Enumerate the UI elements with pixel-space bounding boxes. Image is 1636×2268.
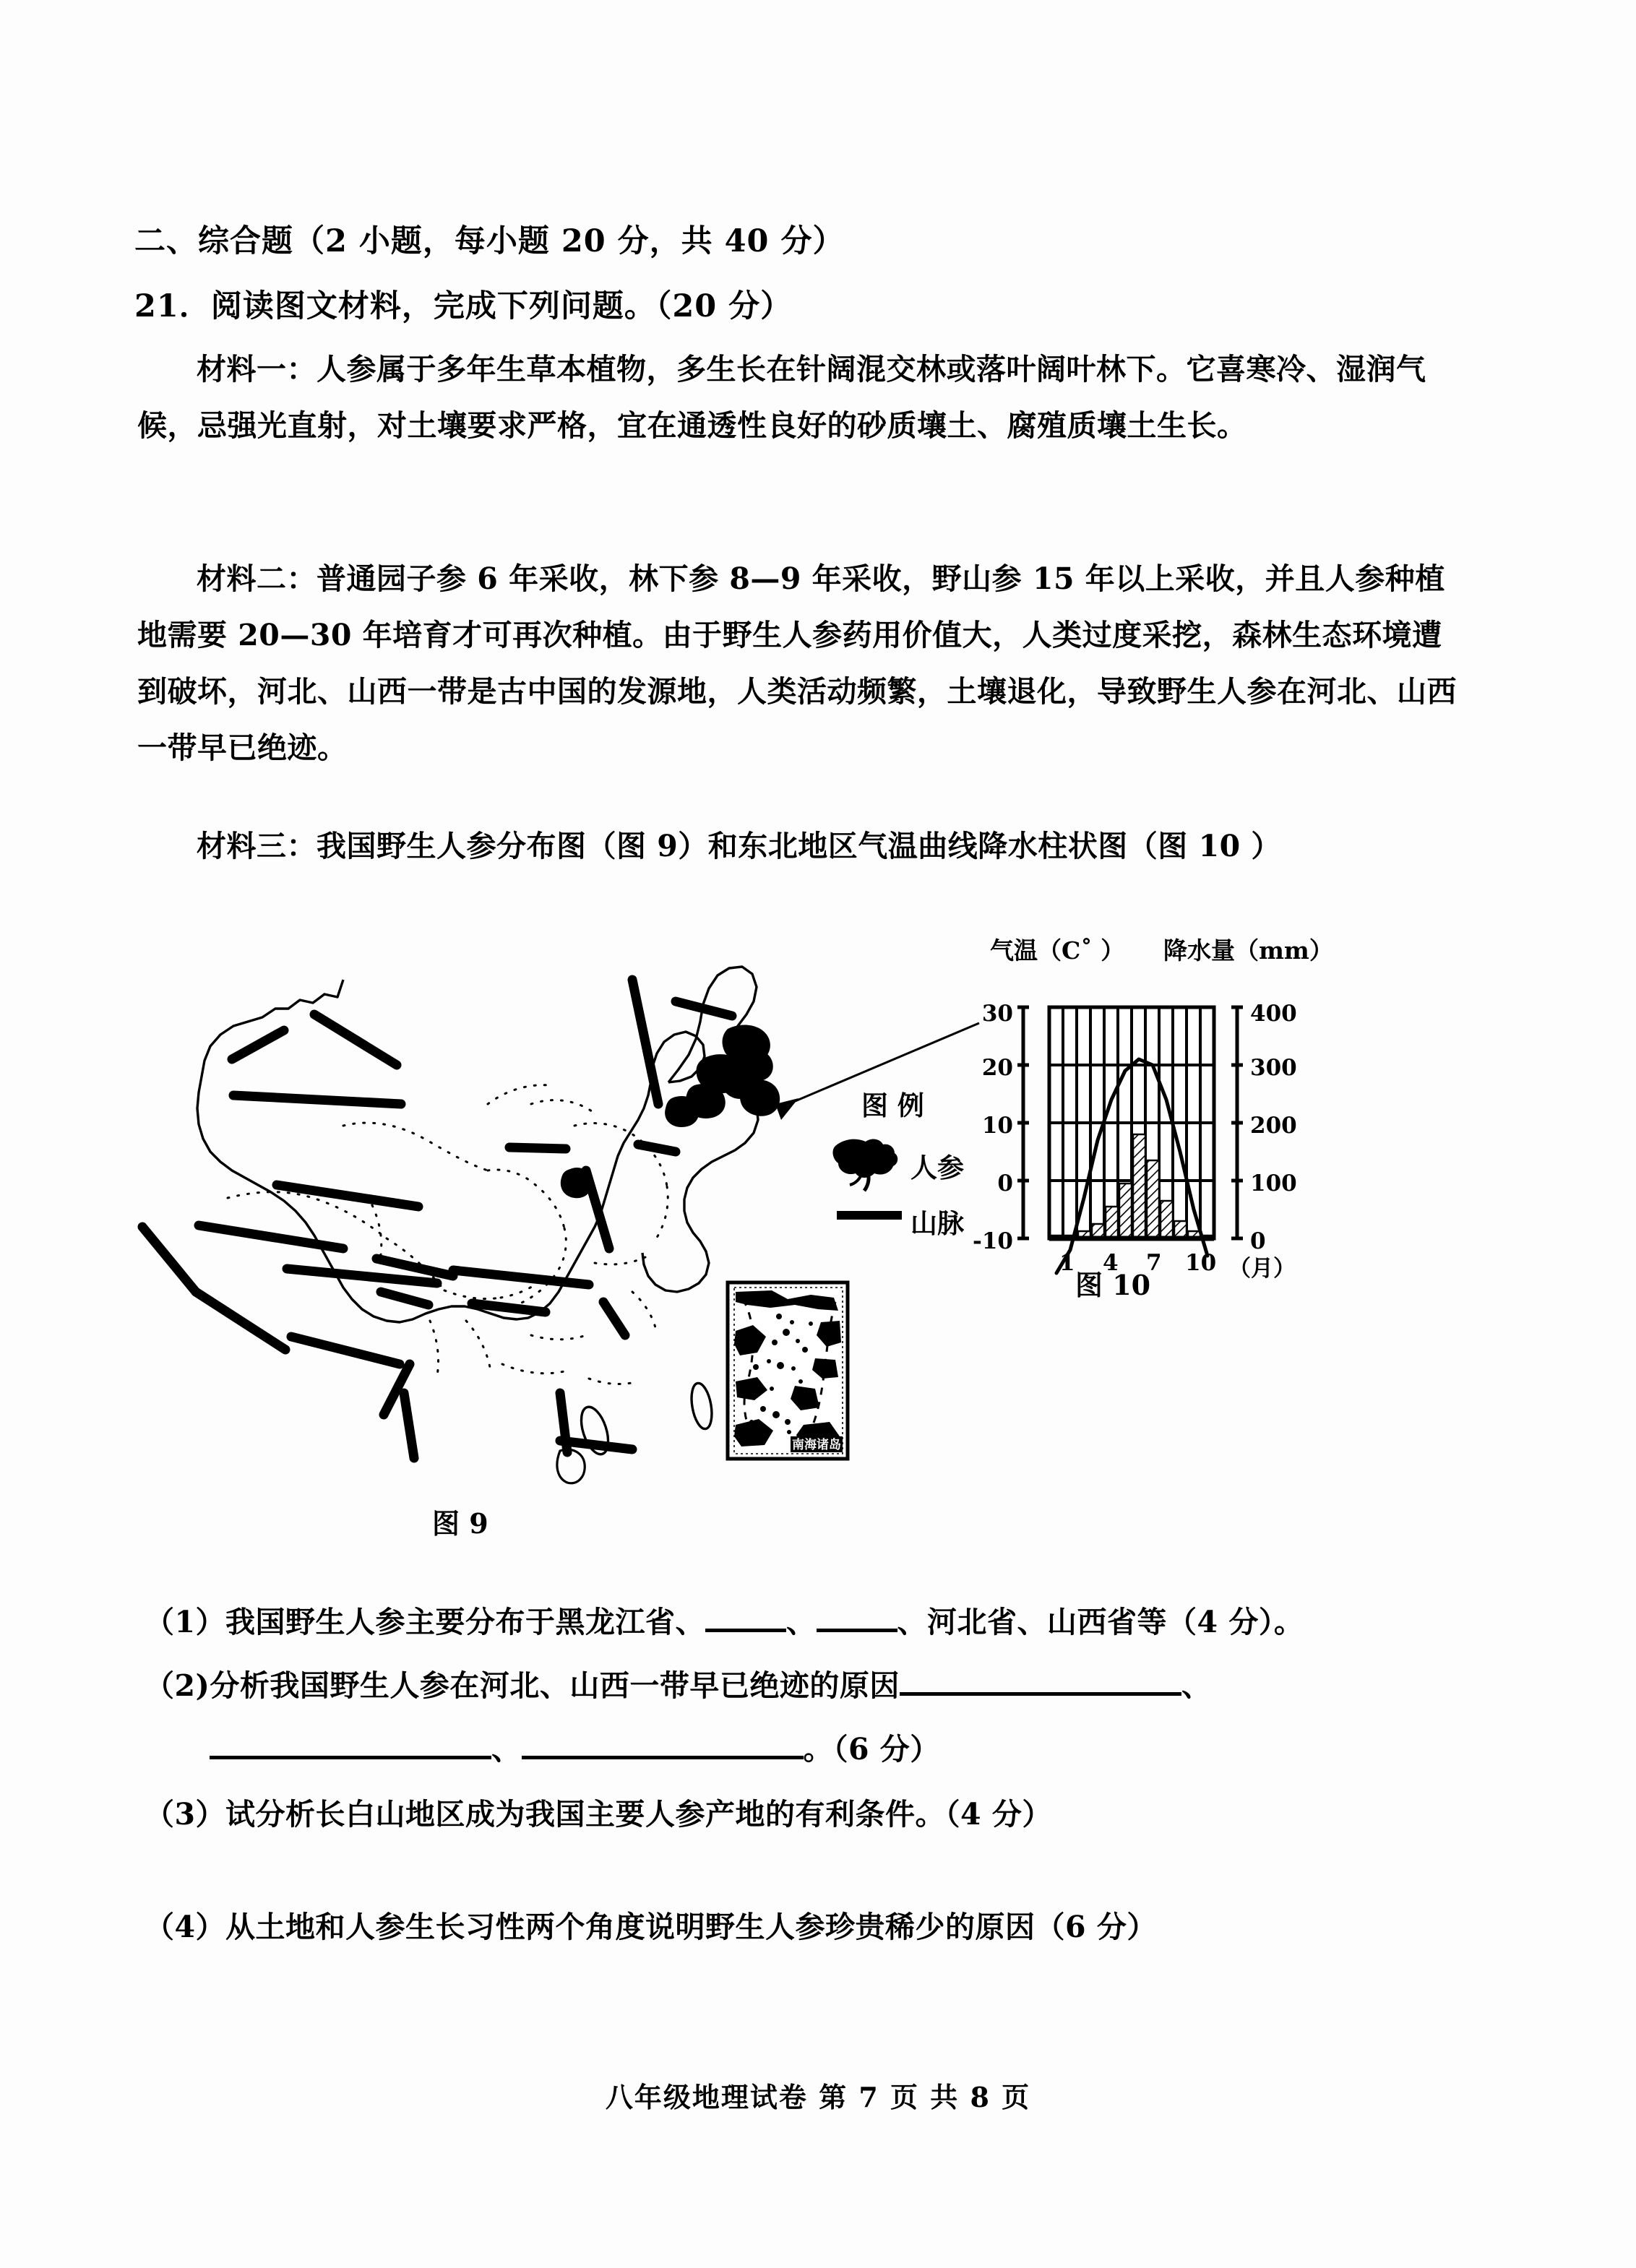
- left-tick-0: 0: [997, 1170, 1013, 1196]
- question-1: [145, 1598, 1304, 1641]
- legend-title: 图 例: [861, 1090, 924, 1121]
- inset-label-text: 南海诸岛: [792, 1438, 841, 1452]
- question-4: （4）从土地和人参生长习性两个角度说明野生人参珍贵稀少的原因（6 分）: [145, 1910, 1157, 1944]
- question-1-blank-a[interactable]: [705, 1629, 786, 1632]
- figure-10-caption: 图 10: [1075, 1269, 1151, 1301]
- question-1-suffix: 、河北省、山西省等（4 分）。: [897, 1605, 1304, 1639]
- material-one-text: 人参属于多年生草本植物，多生长在针阔混交林或落叶阔叶林下。它喜寒冷、湿润气候，忌强光直射，对土壤要求严格，宜在通透性良好的砂质壤土、腐殖质壤土生长。: [137, 352, 1426, 443]
- question-1-prefix: （1）我国野生人参主要分布于黑龙江省、: [145, 1605, 706, 1639]
- question-1-blank-b[interactable]: [817, 1629, 897, 1632]
- question-21-heading: 21．阅读图文材料，完成下列问题。（20 分）: [134, 288, 793, 324]
- right-tick-400: 400: [1250, 1001, 1297, 1027]
- chart-right-axis-title: 降水量（mm）: [1163, 936, 1333, 965]
- x-tick-10: 10: [1185, 1250, 1217, 1276]
- left-tick-20: 20: [981, 1055, 1013, 1081]
- page-footer: 八年级地理试卷 第 7 页 共 8 页: [605, 2081, 1031, 2113]
- x-axis-unit-label: （月）: [1228, 1256, 1296, 1282]
- south-china-sea-inset-map: [726, 1280, 850, 1461]
- section-heading: 二、综合题（2 小题，每小题 20 分，共 40 分）: [134, 223, 845, 259]
- right-tick-300: 300: [1250, 1055, 1297, 1081]
- right-tick-200: 200: [1250, 1113, 1297, 1139]
- figure-9-caption: 图 9: [432, 1507, 488, 1540]
- material-three-paragraph: [137, 818, 1489, 874]
- question-2-blank-c[interactable]: [522, 1756, 804, 1759]
- right-tick-0: 0: [1250, 1228, 1266, 1254]
- question-2-line-2: [210, 1725, 940, 1768]
- taiwan-island: [689, 1381, 715, 1431]
- ginseng-blob-icon: [831, 1134, 918, 1185]
- mountain-line-icon: [834, 1207, 906, 1224]
- legend-item-mountain-label: 山脉: [910, 1207, 964, 1239]
- material-one-paragraph: [137, 341, 1460, 454]
- material-one-label: 材料一：: [197, 352, 317, 387]
- question-2-line1-suffix: 、: [1181, 1668, 1212, 1703]
- question-1-mid: 、: [786, 1605, 817, 1639]
- material-three-text: 我国野生人参分布图（图 9）和东北地区气温曲线降水柱状图（图 10 ）: [317, 829, 1281, 863]
- material-three-label: 材料三：: [197, 829, 317, 863]
- question-2-line-1: [145, 1662, 1211, 1704]
- right-tick-100: 100: [1250, 1170, 1297, 1196]
- question-2-line2-suffix-b: 。（6 分）: [803, 1732, 940, 1767]
- material-two-paragraph: [137, 551, 1460, 776]
- left-tick-10: 10: [981, 1113, 1013, 1139]
- x-tick-7: 7: [1146, 1250, 1162, 1276]
- left-tick-neg10: -10: [972, 1228, 1013, 1254]
- legend-item-ginseng-label: 人参: [910, 1152, 964, 1183]
- question-3: （3）试分析长白山地区成为我国主要人参产地的有利条件。（4 分）: [145, 1797, 1052, 1832]
- question-2-blank-b[interactable]: [210, 1756, 491, 1759]
- x-tick-4: 4: [1103, 1250, 1119, 1276]
- climate-chart-figure: [954, 932, 1359, 1282]
- material-two-label: 材料二：: [197, 561, 317, 596]
- chart-left-axis-title: 气温（C˚ ）: [990, 936, 1125, 965]
- question-2-prefix: （2)分析我国野生人参在河北、山西一带早已绝迹的原因: [145, 1668, 900, 1703]
- x-tick-1: 1: [1059, 1250, 1075, 1276]
- left-tick-30: 30: [981, 1001, 1013, 1027]
- question-2-blank-a[interactable]: [900, 1692, 1181, 1696]
- material-two-text: 普通园子参 6 年采收，林下参 8—9 年采收，野山参 15 年以上采收，并且人参种植地需要 20—30 年培育才可再次种植。由于野生人参药用价值大，人类过度采挖，森林生态环境遭到破坏，河北、山西一带是古中国的发源地，人类活动频繁，土壤退化，导致野生人参在河北、山西一带早已绝迹。: [137, 561, 1457, 765]
- question-2-line2-suffix-a: 、: [491, 1732, 522, 1767]
- climate-plot-svg: [954, 932, 1359, 1250]
